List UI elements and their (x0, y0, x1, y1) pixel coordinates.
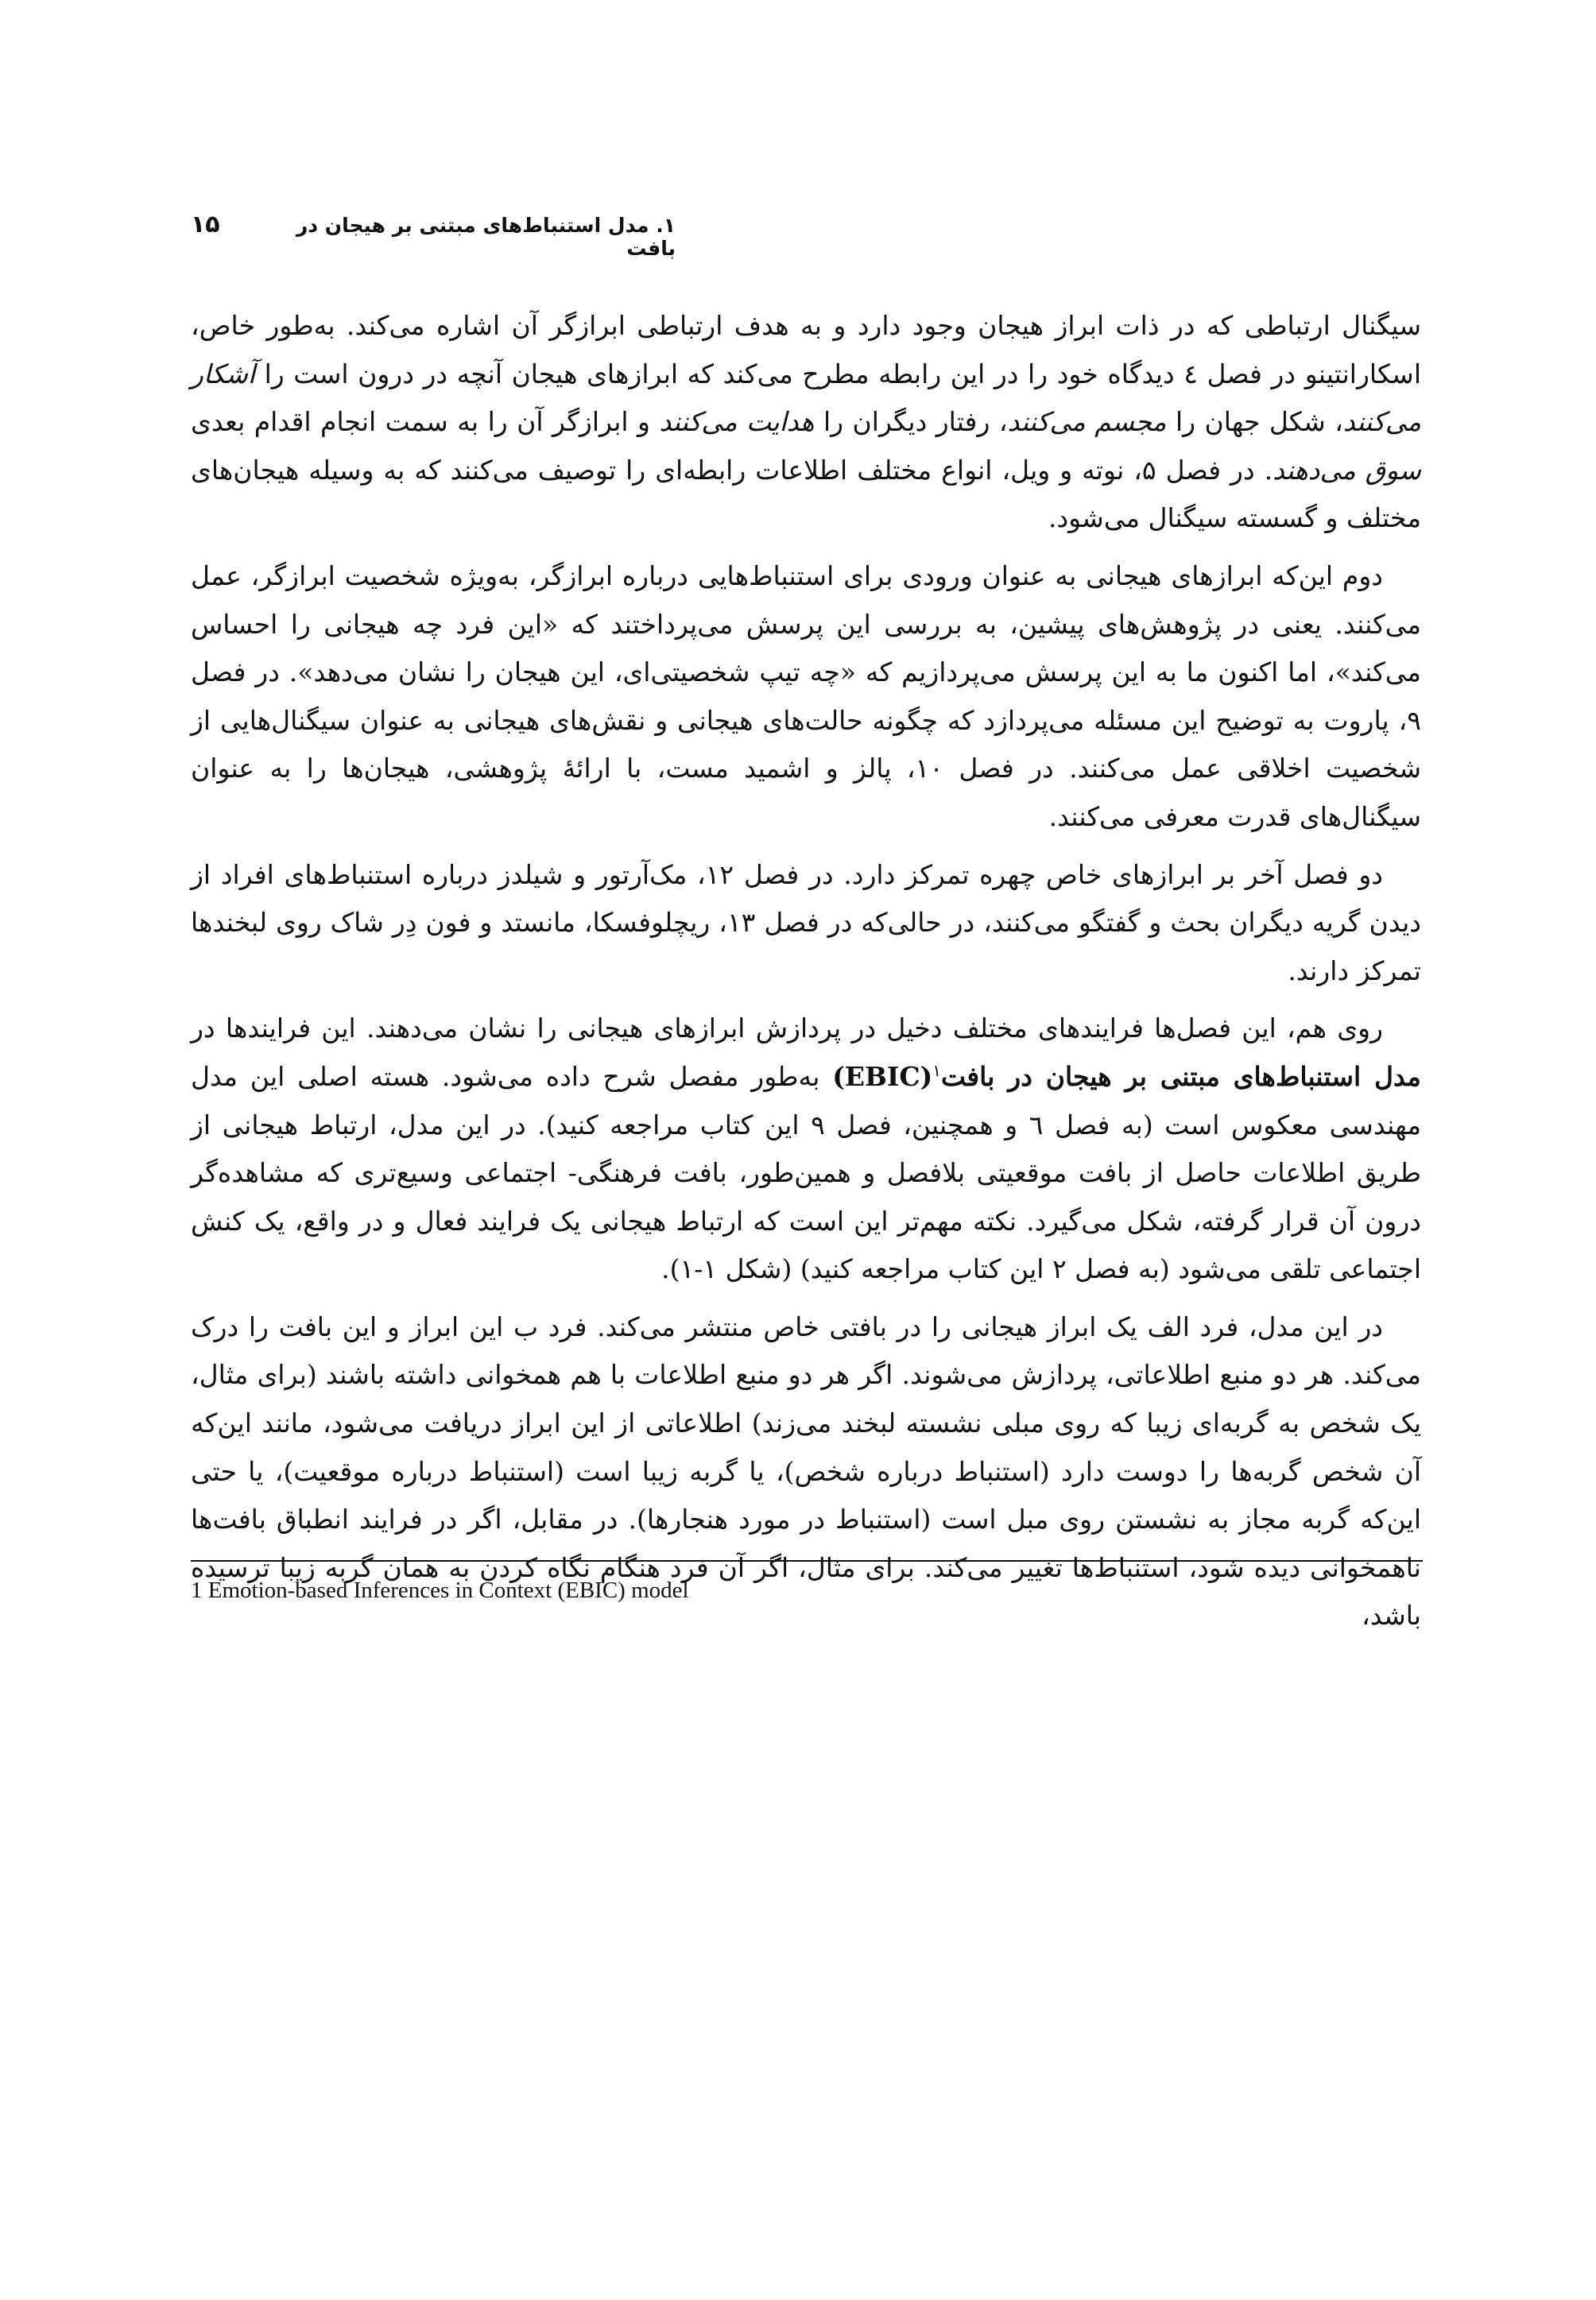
running-header (191, 211, 676, 260)
text-run: سیگنال ارتباطی که در ذات ابراز هیجان وجود دارد و به هدف ارتباطی ابرازگر آن اشاره می‌کند. به‌طور خاص، اسکارانتینو در فصل ٤ دیدگاه خود را در این رابطه مطرح می‌کند که ابرازهای هیجان آنچه در درون است را (191, 310, 1422, 389)
italic-phrase: سوق می‌دهند (1273, 454, 1421, 486)
paragraph-4 (191, 1005, 1421, 1294)
paragraph-2: دوم این‌که ابرازهای هیجانی به عنوان ورودی برای استنباط‌هایی درباره ابرازگر، به‌ویژه شخصیت ابرازگر، عمل می‌کنند. یعنی در پژوهش‌های پیشین، به بررسی این پرسش می‌پرداختند که «این فرد چه هیجانی را احساس می‌کند»، اما اکنون ما به این پرسش می‌پردازیم که «چه تیپ شخصیتی‌ای، این هیجان را نشان می‌دهد». در فصل ۹، پاروت به توضیح این مسئله می‌پردازد که چگونه حالت‌های هیجانی و نقش‌های هیجانی به عنوان سیگنال‌هایی از شخصیت اخلاقی عمل می‌کنند. در فصل ۱۰، پالز و اشمید مست، با ارائهٔ پژوهشی، هیجان‌ها را به عنوان سیگنال‌های قدرت معرفی می‌کنند. (191, 560, 1421, 832)
chapter-title: ۱. مدل استنباط‌های مبتنی بر هیجان در بافت (296, 214, 676, 260)
footnote: 1 Emotion-based Inferences in Context (EBIC) model (191, 1578, 689, 1603)
text-run: . در فصل ۵، نوته و ویل، انواع مختلف اطلاعات رابطه‌ای را توصیف می‌کنند که به وسیله هیجان‌های مختلف و گسسته سیگنال می‌شود. (191, 454, 1421, 534)
paragraph-1 (191, 302, 1421, 543)
text-run: و ابرازگر آن را به سمت انجام اقدام بعدی (191, 406, 660, 438)
paragraph-3: دو فصل آخر بر ابرازهای خاص چهره تمرکز دارد. در فصل ۱۲، مک‌آرتور و شیلدز درباره استنباط‌های افراد از دیدن گریه دیگران بحث و گفتگو می‌کنند، در حالی‌که در فصل ۱۳، ریچلوفسکا، مانستد و فون دِر شاک روی لبخندها تمرکز دارند. (191, 858, 1421, 986)
text-run: روی هم، این فصل‌ها فرایندهای مختلف دخیل در پردازش ابرازهای هیجانی را نشان می‌دهند. این فرایندها در (191, 1013, 1383, 1044)
model-abbreviation: (EBIC) (832, 1060, 933, 1092)
model-name-bold: مدل استنباط‌های مبتنی بر هیجان در بافت (941, 1060, 1421, 1092)
footnote-divider (191, 1560, 1423, 1562)
footnote-marker[interactable]: ۱ (932, 1060, 941, 1080)
italic-phrase: هدایت می‌کنند (659, 406, 815, 438)
italic-phrase: مجسم می‌کنند (1007, 406, 1167, 438)
text-run: ، رفتار دیگران را (814, 406, 1008, 438)
text-run: به‌طور مفصل شرح داده می‌شود. هسته اصلی این مدل مهندسی معکوس است (به فصل ٦ و همچنین، فصل ۹ این کتاب مراجعه کنید). در این مدل، ارتباط هیجانی از طریق اطلاعات حاصل از بافت موقعیتی بلافصل و همین‌طور، بافت فرهنگی- اجتماعی وسیع‌تری که مشاهده‌گر درون آن قرار گرفته، شکل می‌گیرد. نکته مهم‌تر این است که ارتباط هیجانی یک فرایند فعال و در واقع، یک کنش اجتماعی تلقی می‌شود (به فصل ۲ این کتاب مراجعه کنید) (شکل ۱-۱). (191, 1060, 1421, 1285)
paragraph-5: در این مدل، فرد الف یک ابراز هیجانی را در بافتی خاص منتشر می‌کند. فرد ب این ابراز و این بافت را درک می‌کند. هر دو منبع اطلاعاتی، پردازش می‌شوند. اگر هر دو منبع اطلاعات با هم همخوانی داشته باشند (برای مثال، یک شخص به گربه‌ای زیبا که روی مبلی نشسته لبخند می‌زند) اطلاعاتی از این ابراز دریافت می‌شود، مانند این‌که آن شخص گربه‌ها را دوست دارد (استنباط درباره شخص)، یا گربه زیبا است (استنباط درباره موقعیت)، یا حتی این‌که گربه مجاز به نشستن روی مبل است (استنباط در مورد هنجارها). در مقابل، اگر در فرایند انطباق بافت‌ها ناهمخوانی دیده شود، استنباط‌ها تغییر می‌کند. برای مثال، اگر آن فرد هنگام نگاه کردن به همان گربه زیبا ترسیده باشد، (191, 1311, 1421, 1632)
italic-phrase: آشکار می‌کنند (191, 358, 1422, 438)
page-number: ۱۵ (191, 211, 220, 238)
body-text (191, 302, 1421, 1650)
text-run: ، شکل جهان را (1166, 406, 1343, 438)
